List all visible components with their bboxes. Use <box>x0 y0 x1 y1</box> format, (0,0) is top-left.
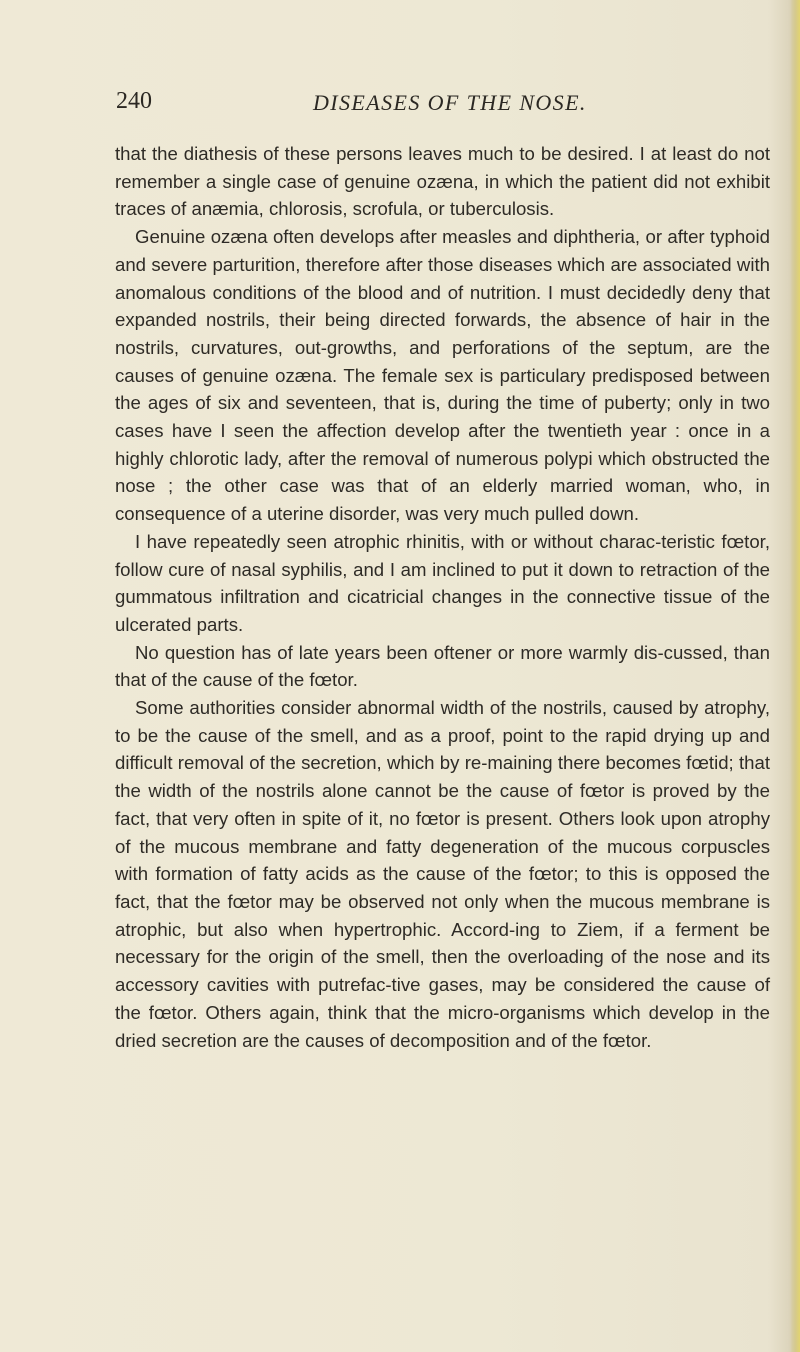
page-edge-shadow <box>790 0 800 1352</box>
paragraph: that the diathesis of these persons leaves much to be desired. I at least do not remember a single case of genuine ozæna, in which the patient did not exhibit traces of anæmia, chlorosis, scrofula, or tuberculosis. <box>115 143 770 220</box>
body-text <box>115 140 770 1054</box>
page-number: 240 <box>116 88 152 114</box>
paragraph: No question has of late years been oftener or more warmly dis-cussed, than that of the cause of the fœtor. <box>115 641 770 691</box>
page-header <box>0 88 800 122</box>
paragraph: Genuine ozæna often develops after measles and diphtheria, or after typhoid and severe parturition, therefore after those diseases which are associated with anomalous conditions of the blood and of nutrition. I must decidedly deny that expanded nostrils, their being directed forwards, the absence of hair in the nostrils, curvatures, out-growths, and perforations of the septum, are the causes of genuine ozæna. The female sex is particulary predisposed between the ages of six and seventeen, that is, during the time of puberty; only in two cases have I seen the affection develop after the twentieth year : once in a highly chlorotic lady, after the removal of numerous polypi which obstructed the nose ; the other case was that of an elderly married woman, who, in consequence of a uterine disorder, was very much pulled down. <box>115 226 770 525</box>
paragraph: Some authorities consider abnormal width of the nostrils, caused by atrophy, to be the cause of the smell, and as a proof, point to the rapid drying up and difficult removal of the secretion, which by re-maining there becomes fœtid; that the width of the nostrils alone cannot be the cause of fœtor is proved by the fact, that very often in spite of it, no fœtor is present. Others look upon atrophy of the mucous membrane and fatty degeneration of the mucous corpuscles with formation of fatty acids as the cause of the fœtor; to this is opposed the fact, that the fœtor may be observed not only when the mucous membrane is atrophic, but also when hypertrophic. Accord-ing to Ziem, if a ferment be necessary for the origin of the smell, then the overloading of the nose and its accessory cavities with putrefac-tive gases, may be considered the cause of the fœtor. Others again, think that the micro-organisms which develop in the dried secretion are the causes of decomposition and of the fœtor. <box>115 697 770 1051</box>
paragraph: I have repeatedly seen atrophic rhinitis, with or without charac-teristic fœtor, follow cure of nasal syphilis, and I am inclined to put it down to retraction of the gummatous infiltration and cicatricial changes in the connective tissue of the ulcerated parts. <box>115 530 770 635</box>
running-head: DISEASES OF THE NOSE. <box>313 90 587 115</box>
